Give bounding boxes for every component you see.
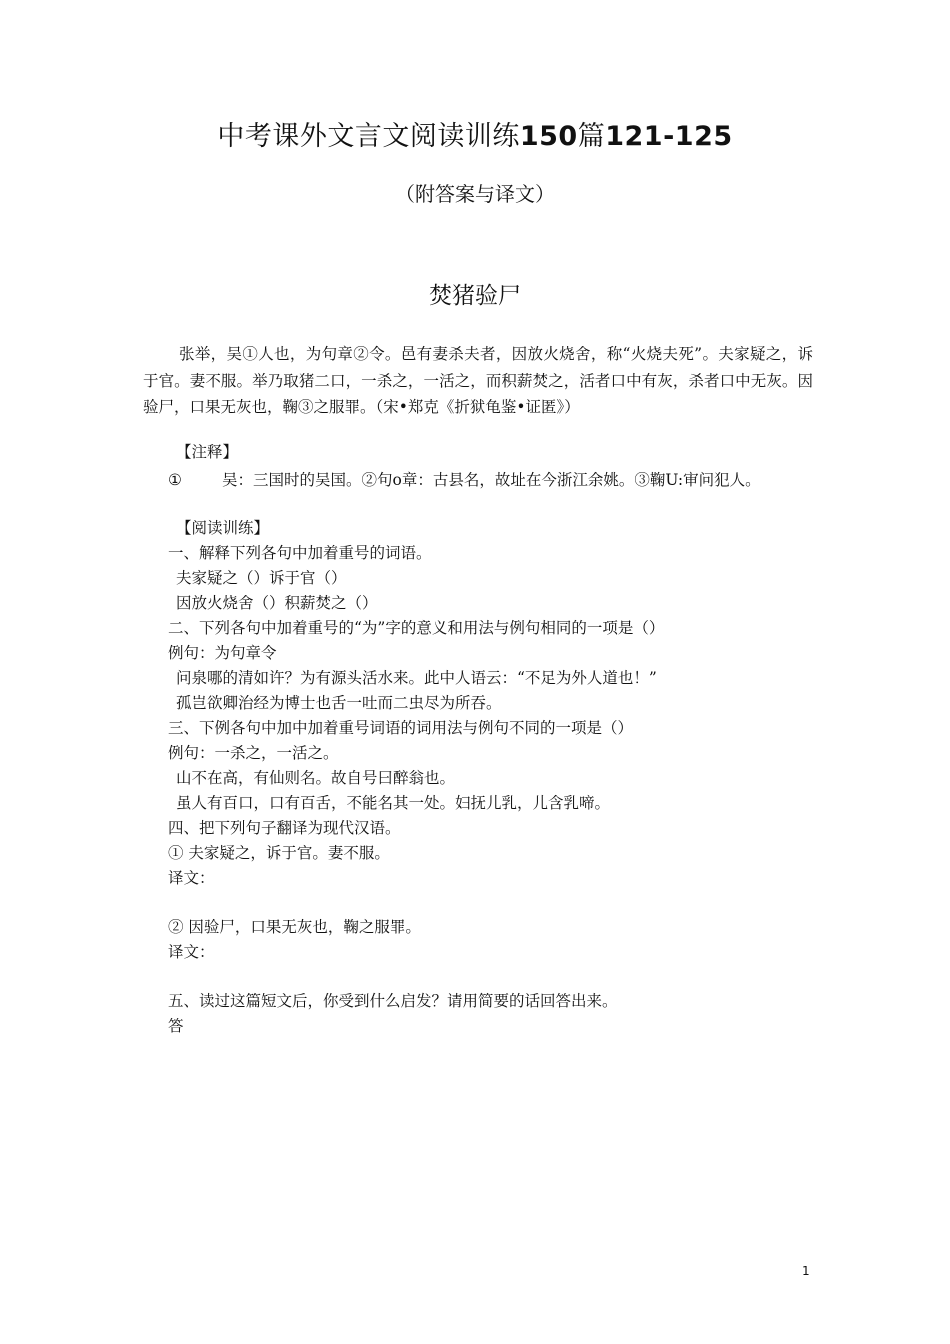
- note-line: [168, 469, 761, 491]
- question-3-example: 例句：一杀之，一活之。: [168, 744, 339, 762]
- question-2: 二、下列各句中加着重号的“为”字的意义和用法与例句相同的一项是（）: [168, 619, 665, 637]
- question-5-answer-label: 答: [168, 1017, 184, 1035]
- question-1-item-b: 因放火烧舍（）积薪焚之（）: [176, 594, 378, 612]
- title-mid: 篇: [577, 121, 606, 152]
- page-title: [0, 114, 950, 153]
- title-number: 150: [519, 121, 578, 152]
- notes-heading: 【注释】: [176, 443, 239, 461]
- question-4-translation-label-2: 译文：: [168, 943, 215, 961]
- exercise-heading: 【阅读训练】: [176, 519, 270, 537]
- question-3-option-a: 山不在高，有仙则名。故自号曰醉翁也。: [176, 769, 456, 787]
- question-3-option-b: 虽人有百口，口有百舌，不能名其一处。妇抚儿乳，儿含乳啼。: [176, 794, 611, 812]
- question-2-example: 例句：为句章令: [168, 644, 277, 662]
- question-2-option-a: 问泉哪的清如许？为有源头活水来。此中人语云：“不足为外人道也！”: [176, 669, 657, 687]
- page-number: 1: [802, 1264, 810, 1278]
- question-2-option-b: 孤岂欲卿治经为博士也舌一吐而二虫尽为所吞。: [176, 694, 502, 712]
- question-4-translation-label-1: 译文：: [168, 869, 215, 887]
- question-4-sentence-2: ② 因验尸，口果无灰也，鞠之服罪。: [168, 918, 421, 936]
- question-4-sentence-1: ① 夫家疑之，诉于官。妻不服。: [168, 844, 390, 862]
- note-mark: ①: [168, 471, 182, 489]
- title-range: 121-125: [605, 121, 733, 152]
- question-1-item-a: 夫家疑之（）诉于官（）: [176, 569, 347, 587]
- question-4: 四、把下列句子翻译为现代汉语。: [168, 819, 401, 837]
- title-prefix: 中考课外文言文阅读训练: [217, 121, 520, 152]
- passage-title: 焚猪验尸: [429, 283, 521, 309]
- passage-text: 张举，吴①人也，为句章②令。邑有妻杀夫者，因放火烧舍，称“火烧夫死”。夫家疑之，诉于官。妻不服。举乃取猪二口，一杀之，一活之，而积薪焚之，活者口中有灰，杀者口中无灰。因验尸，口果无灰也，鞠③之服罪。（宋•郑克《折狱龟鉴•证匿》）: [143, 345, 813, 416]
- question-1: 一、解释下列各句中加着重号的词语。: [168, 544, 432, 562]
- question-3: 三、下例各句中加中加着重号词语的词用法与例句不同的一项是（）: [168, 719, 634, 737]
- question-5: 五、读过这篇短文后，你受到什么启发？请用简要的话回答出来。: [168, 992, 618, 1010]
- page-subtitle: （附答案与译文）: [395, 182, 555, 206]
- note-text: 吴：三国时的吴国。②句ο章：古县名，故址在今浙江余姚。③鞠U:审问犯人。: [222, 471, 761, 489]
